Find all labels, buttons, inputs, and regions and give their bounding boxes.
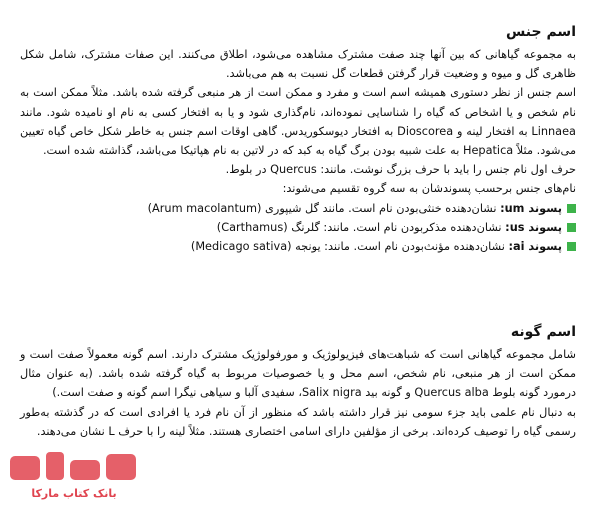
species-section [20,322,576,441]
genus-grammar-paragraph: اسم جنس از نظر دستوری همیشه اسم است و مفرد و ممکن است از هر منبعی گرفته شده باشد. مثلاً ممکن است به نام شخص و یا اشخاص که گیاه را شناسایی نموده‌اند، نام‌گذاری شود و یا به افتخار کسی به نام او نامیده شود. مانند Linnaea به افتخار لینه و Dioscorea به افتخار دیوسکوریدس. گاهی اوقات اسم جنس به خاطر شکل خاص گیاه تعیین می‌شود. مثلاً Hepatica به علت شبیه بودن برگ گیاه به کبد که در لاتین به نام هپاتیکا می‌باشد، گذاشته شده است. [20,86,576,158]
suffix-label: پسوند us: [505,220,562,234]
marka-logo-icon [10,448,138,482]
suffix-text: نشان‌دهنده مذکربودن نام است. مانند: گلرنگ (Carthamus) [216,220,502,234]
watermark-text: بانک کتاب مارکا [31,487,117,500]
genus-capitalization-rule: حرف اول نام جنس را باید با حرف بزرگ نوشت. مانند: Quercus در بلوط. [225,163,576,177]
suffix-text: نشان‌دهنده مؤنث‌بودن نام است. مانند: یونجه (Medicago sativa) [190,240,505,254]
green-bullet-icon [567,223,576,232]
suffix-label: پسوند ai: [508,240,562,254]
species-heading: اسم گونه [510,324,576,340]
genus-suffix-intro: نام‌های جنس برحسب پسوندشان به سه گروه تقسیم می‌شوند: [282,182,576,196]
suffix-item-um [20,199,576,218]
suffix-text: نشان‌دهنده خنثی‌بودن نام است. مانند گل شیپوری (Arum macolantum) [147,201,497,215]
suffix-label: پسوند um: [500,201,562,215]
species-definition: شامل مجموعه گیاهانی است که شباهت‌های فیزیولوژیک و مورفولوژیک مشترک دارند. اسم گونه معمولاً صفت است و ممکن است از هر منبعی، نام شخص، اسم محل و یا خصوصیات مربوط به گیاه گرفته شده باشد. (به عنوان مثال درمورد گونه بلوط Quercus alba و گونه بید Salix nigra، سفیدی آلبا و سیاهی نیگرا اسم گونه و صفت است.) [20,348,576,400]
genus-heading: اسم جنس [505,24,576,40]
genus-definition: به مجموعه گیاهانی که بین آنها چند صفت مشترک مشاهده می‌شود، اطلاق می‌کنند. این صفات مشترک، شامل شکل ظاهری گل و میوه و وضعیت قرار گرفتن قطعات گل نسبت به هم می‌باشد. [20,48,576,81]
suffix-item-ai [20,237,576,256]
author-citation-paragraph: به دنبال نام علمی باید جزء سومی نیز قرار داشته باشد که منظور از آن نام فرد یا افرادی است که در گذشته به‌طور رسمی گیاه را توصیف کرده‌اند. برخی از مؤلفین دارای اسامی اختصاری هستند. مثلاً لینه را با حرف L نشان می‌دهند. [20,405,576,438]
suffix-list [20,199,576,257]
genus-section [20,22,576,256]
suffix-item-us [20,218,576,237]
green-bullet-icon [567,204,576,213]
green-bullet-icon [567,242,576,251]
watermark [10,448,138,510]
